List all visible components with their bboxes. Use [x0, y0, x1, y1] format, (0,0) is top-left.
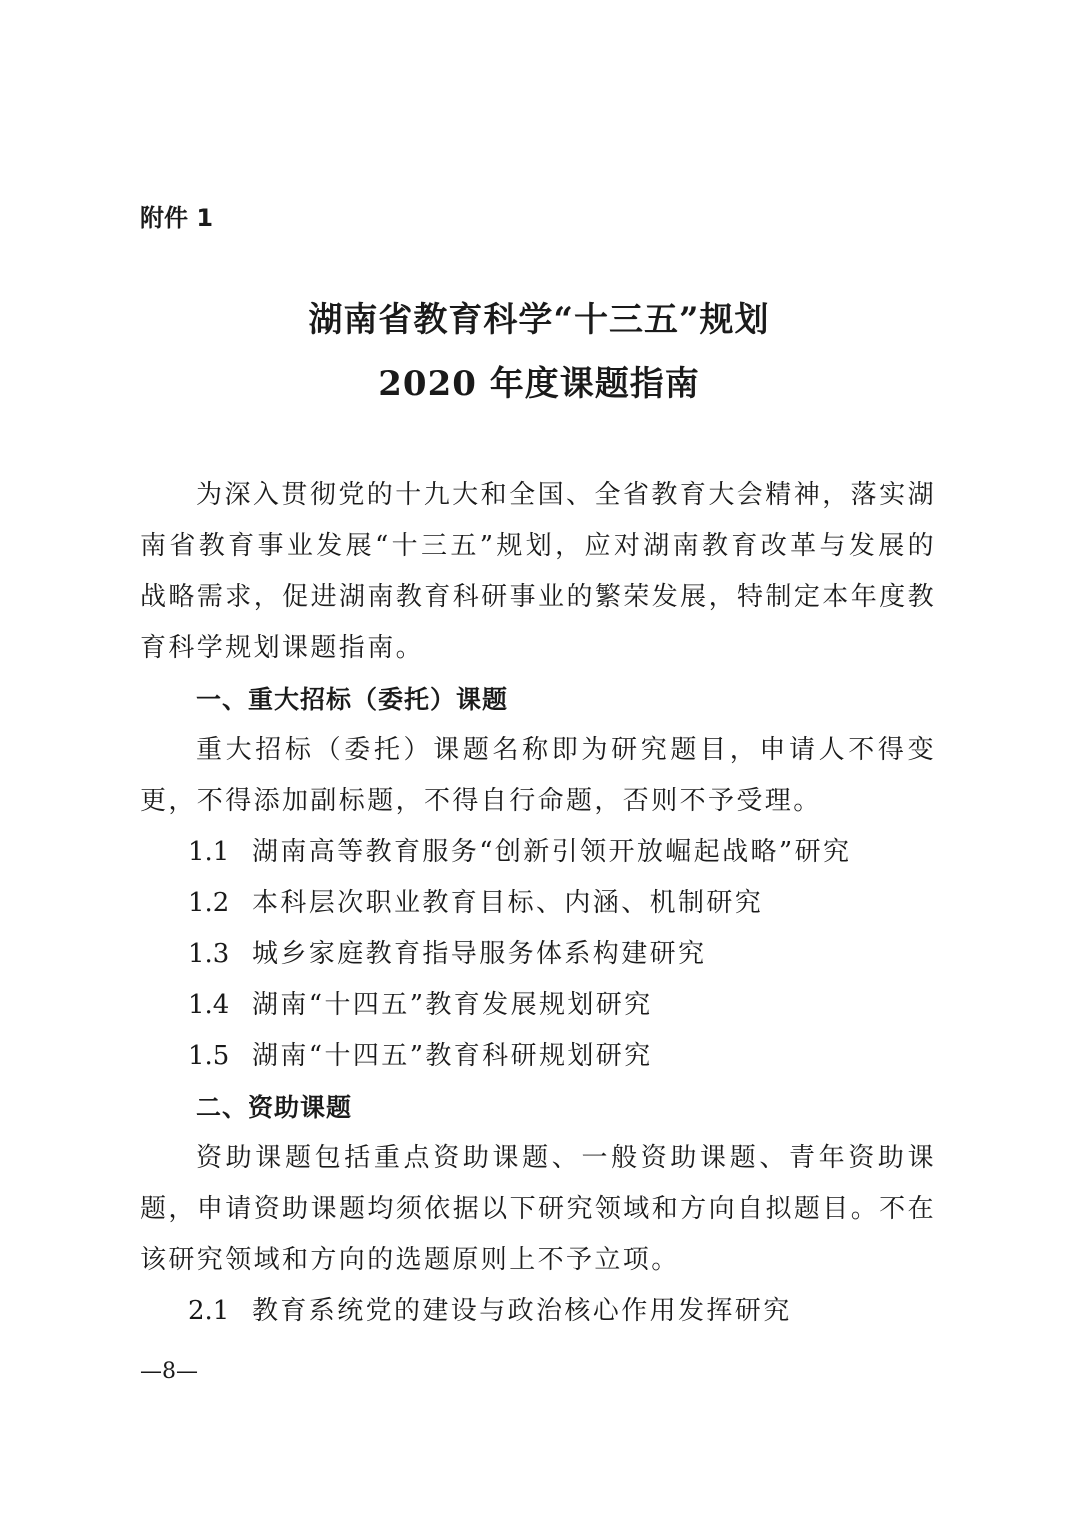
- list-item: [140, 1286, 936, 1337]
- item-text: 湖南“十四五”教育科研规划研究: [252, 1041, 653, 1071]
- item-text: 湖南“十四五”教育发展规划研究: [252, 990, 653, 1020]
- list-item: [140, 878, 936, 929]
- section-1-heading: 一、重大招标（委托）课题: [196, 685, 509, 714]
- list-item: [140, 1031, 936, 1082]
- section-1-description: 重大招标（委托）课题名称即为研究题目，申请人不得变更，不得添加副标题，不得自行命题，否则不予受理。: [140, 735, 936, 816]
- page-number: —8—: [140, 1359, 198, 1384]
- document-title-line-2: 2020 年度课题指南: [378, 364, 700, 404]
- annex-label: 附件 1: [140, 204, 214, 232]
- item-number: 2.1: [188, 1296, 230, 1326]
- item-text: 本科层次职业教育目标、内涵、机制研究: [252, 888, 764, 918]
- item-number: 1.3: [188, 939, 230, 969]
- item-number: 1.5: [188, 1041, 230, 1071]
- section-2-description: 资助课题包括重点资助课题、一般资助课题、青年资助课题，申请资助课题均须依据以下研究领域和方向自拟题目。不在该研究领域和方向的选题原则上不予立项。: [140, 1143, 936, 1275]
- section-2-heading: 二、资助课题: [196, 1093, 353, 1122]
- document-title-line-1: 湖南省教育科学“十三五”规划: [308, 300, 770, 340]
- item-text: 湖南高等教育服务“创新引领开放崛起战略”研究: [252, 837, 852, 867]
- intro-paragraph: 为深入贯彻党的十九大和全国、全省教育大会精神，落实湖南省教育事业发展“十三五”规划，应对湖南教育改革与发展的战略需求，促进湖南教育科研事业的繁荣发展，特制定本年度教育科学规划课题指南。: [140, 480, 936, 663]
- list-item: [140, 980, 936, 1031]
- item-number: 1.1: [188, 837, 230, 867]
- item-number: 1.2: [188, 888, 230, 918]
- item-number: 1.4: [188, 990, 230, 1020]
- document-body: [140, 470, 936, 1337]
- item-text: 教育系统党的建设与政治核心作用发挥研究: [252, 1296, 792, 1326]
- list-item: [140, 827, 936, 878]
- item-text: 城乡家庭教育指导服务体系构建研究: [252, 939, 707, 969]
- list-item: [140, 929, 936, 980]
